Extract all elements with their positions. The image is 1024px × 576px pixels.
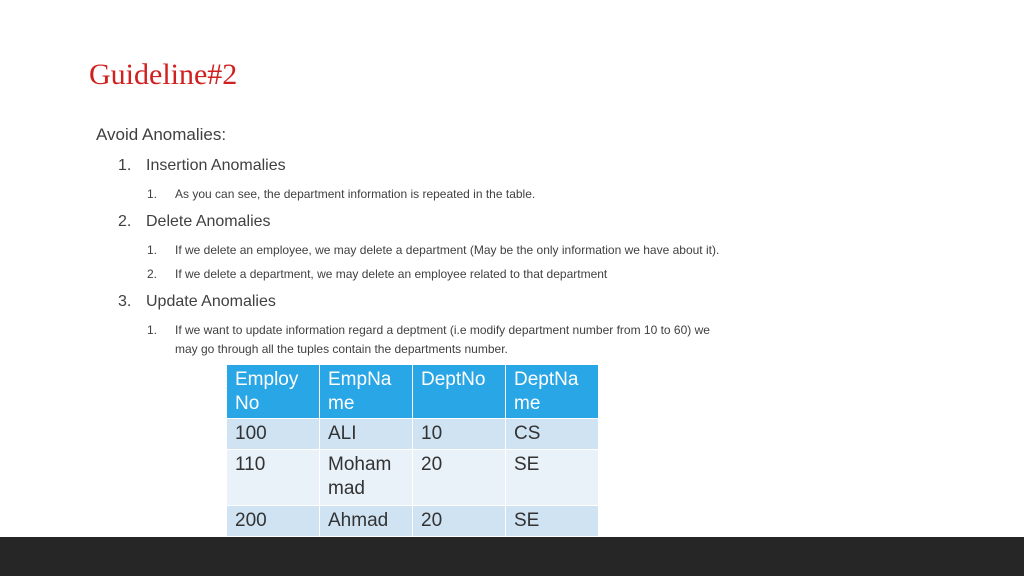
list-item: [147, 265, 735, 284]
item-number: 1.: [147, 187, 158, 201]
footer-bar: [0, 537, 1024, 576]
list-item: [147, 185, 735, 204]
section-number: 1.: [118, 157, 132, 174]
section-update: [118, 293, 276, 311]
item-text: If we delete a department, we may delete an employee related to that department: [175, 267, 608, 281]
intro-text: Avoid Anomalies:: [96, 125, 227, 144]
table-row: [227, 506, 599, 537]
item-number: 1.: [147, 243, 158, 257]
section-label: Update Anomalies: [146, 293, 276, 310]
item-text: As you can see, the department information is repeated in the table.: [175, 187, 536, 201]
table-cell: ALI: [320, 419, 413, 450]
list-item: [147, 241, 735, 260]
section-number: 2.: [118, 213, 132, 230]
table-cell: 100: [227, 419, 320, 450]
item-text: If we delete an employee, we may delete a department (May be the only information we have about it).: [175, 243, 720, 257]
item-number: 1.: [147, 323, 158, 337]
header-cell: DeptNo: [413, 365, 506, 419]
employee-table: [226, 364, 599, 537]
table-row: [227, 450, 599, 506]
header-cell: EmpName: [320, 365, 413, 419]
table-cell: 20: [413, 506, 506, 537]
table-cell: CS: [506, 419, 599, 450]
header-cell: EmployNo: [227, 365, 320, 419]
table-cell: Ahmad: [320, 506, 413, 537]
section-label: Insertion Anomalies: [146, 157, 286, 174]
section-insertion: [118, 157, 286, 175]
section-delete: [118, 213, 271, 231]
table-cell: 200: [227, 506, 320, 537]
table-header-row: [227, 365, 599, 419]
table-cell: SE: [506, 450, 599, 506]
section-label: Delete Anomalies: [146, 213, 271, 230]
item-text: If we want to update information regard a deptment (i.e modify department number from 10 to 60) we may go through all the tuples contain the departments number.: [175, 323, 710, 356]
table-cell: SE: [506, 506, 599, 537]
section-number: 3.: [118, 293, 132, 310]
table-row: [227, 419, 599, 450]
table-cell: 20: [413, 450, 506, 506]
header-cell: DeptName: [506, 365, 599, 419]
list-item: [147, 321, 735, 359]
table-cell: 10: [413, 419, 506, 450]
item-number: 2.: [147, 267, 158, 281]
table-cell: 110: [227, 450, 320, 506]
table-cell: Mohammad: [320, 450, 413, 506]
slide-title: Guideline#2: [89, 58, 238, 91]
